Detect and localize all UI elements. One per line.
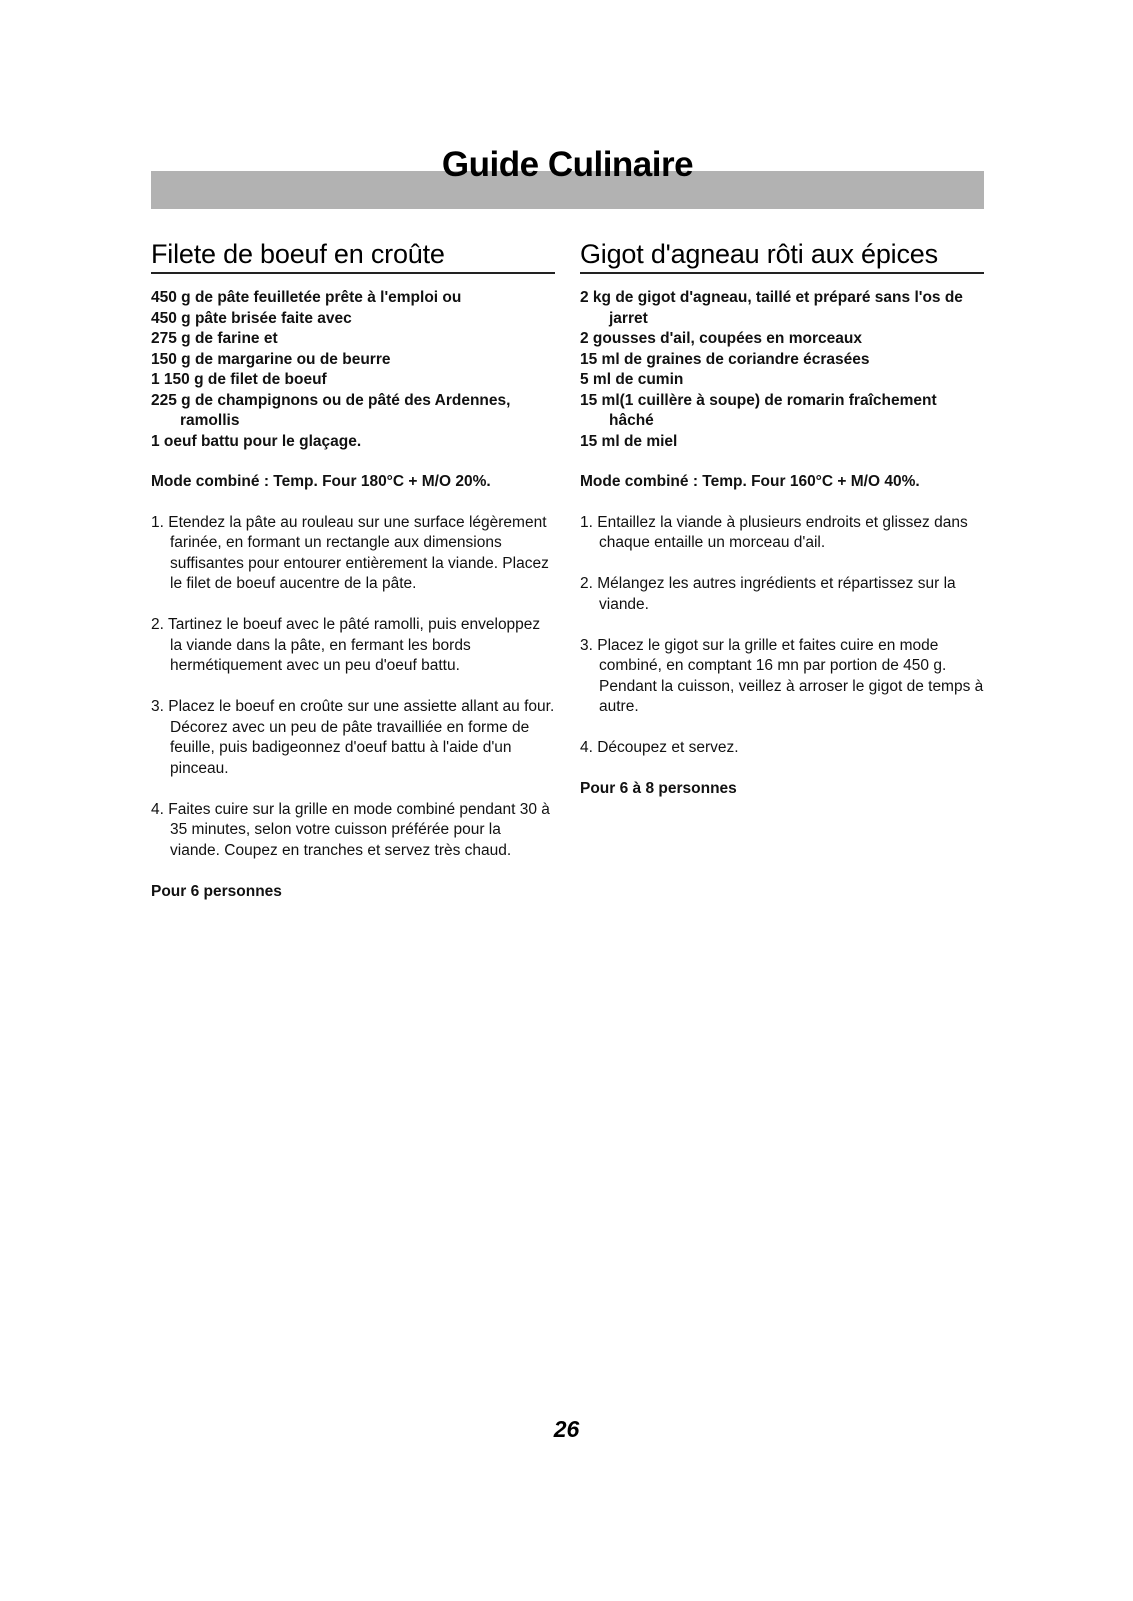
- step-item: 1. Entaillez la viande à plusieurs endroits et glissez dans chaque entaille un morceau d'ail.: [580, 513, 968, 551]
- ingredient-item: 15 ml(1 cuillère à soupe) de romarin fraîchement hâché: [580, 391, 937, 429]
- ingredient-item: 2 gousses d'ail, coupées en morceaux: [580, 330, 862, 347]
- ingredient-list: [151, 288, 555, 452]
- step-item: 1. Etendez la pâte au rouleau sur une surface légèrement farinée, en formant un rectangle aux dimensions suffisantes pour entourer entièrement la viande. Placez le filet de boeuf aucentre de la pâte.: [151, 513, 549, 592]
- ingredient-item: 5 ml de cumin: [580, 371, 684, 388]
- step-item: 3. Placez le gigot sur la grille et faites cuire en mode combiné, en comptant 16 mn par portion de 450 g. Pendant la cuisson, veillez à arroser le gigot de temps à autre.: [580, 636, 984, 715]
- ingredient-item: 450 g pâte brisée faite avec: [151, 309, 352, 327]
- servings: Pour 6 à 8 personnes: [580, 780, 737, 797]
- step-item: 2. Tartinez le boeuf avec le pâté ramolli, puis enveloppez la viande dans la pâte, en fermant les bords hermétiquement avec un peu d'oeuf battu.: [151, 616, 541, 674]
- cooking-mode: Mode combiné : Temp. Four 160°C + M/O 40%.: [580, 473, 920, 490]
- step-item: 4. Faites cuire sur la grille en mode combiné pendant 30 à 35 minutes, selon votre cuisson préférée pour la viande. Coupez en tranches et servez très chaud.: [151, 800, 550, 859]
- recipe-title: Filete de boeuf en croûte: [151, 236, 555, 274]
- ingredient-item: 275 g de farine et: [151, 330, 278, 347]
- step-list: [580, 513, 984, 759]
- ingredient-item: 450 g de pâte feuilletée prête à l'emploi ou: [151, 289, 462, 306]
- servings: Pour 6 personnes: [151, 882, 282, 900]
- ingredient-item: 1 150 g de filet de boeuf: [151, 371, 327, 388]
- step-item: 2. Mélangez les autres ingrédients et répartissez sur la viande.: [580, 575, 956, 613]
- ingredient-item: 15 ml de graines de coriandre écrasées: [580, 350, 870, 368]
- recipe-right: [580, 236, 984, 800]
- ingredient-item: 2 kg de gigot d'agneau, taillé et préparé sans l'os de jarret: [580, 289, 963, 327]
- page-number: 26: [553, 1416, 580, 1442]
- ingredient-item: 15 ml de miel: [580, 432, 678, 450]
- cooking-mode: Mode combiné : Temp. Four 180°C + M/O 20%.: [151, 473, 491, 490]
- ingredient-item: 225 g de champignons ou de pâté des Ardennes, ramollis: [151, 391, 511, 429]
- step-item: 4. Découpez et servez.: [580, 739, 739, 756]
- step-list: [151, 513, 555, 862]
- step-item: 3. Placez le boeuf en croûte sur une assiette allant au four. Décorez avec un peu de pâte travailliée en forme de feuille, puis badigeonnez d'oeuf battu à l'aide d'un pinceau.: [151, 698, 555, 777]
- ingredient-item: 150 g de margarine ou de beurre: [151, 350, 391, 368]
- recipe-left: [151, 236, 555, 902]
- recipe-title: Gigot d'agneau rôti aux épices: [580, 236, 984, 274]
- ingredient-list: [580, 288, 984, 452]
- page-title: Guide Culinaire: [441, 145, 694, 184]
- ingredient-item: 1 oeuf battu pour le glaçage.: [151, 432, 362, 450]
